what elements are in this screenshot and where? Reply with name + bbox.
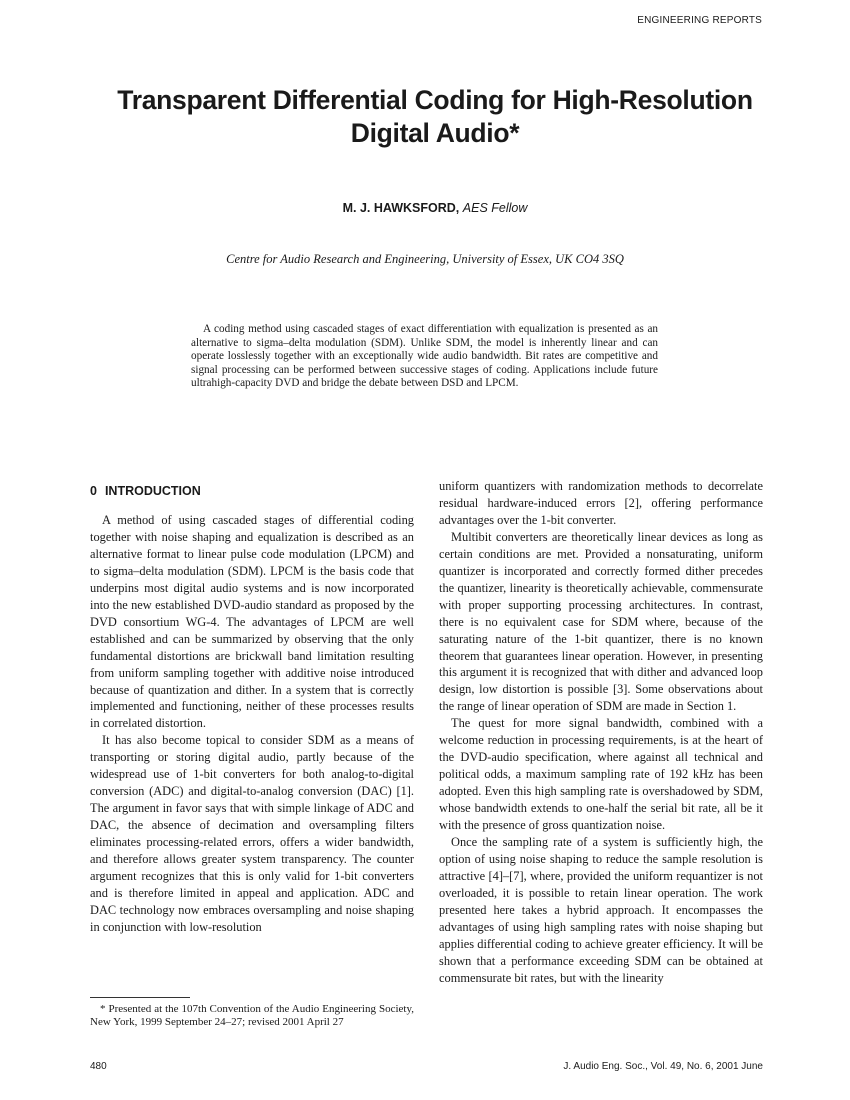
footnote: * Presented at the 107th Convention of the Audio Engineering Society, New York, 1999 September 24–27; revised 2001 April 27 <box>90 1003 414 1028</box>
running-header: ENGINEERING REPORTS <box>637 15 762 26</box>
paragraph: uniform quantizers with randomization methods to decorrelate residual hardware-induced errors [2], offering performance advantages over the 1-bit converter. <box>439 479 763 527</box>
author-institution: Centre for Audio Research and Engineering, University of Essex, UK CO4 3SQ <box>226 252 624 266</box>
paragraph: It has also become topical to consider SDM as a means of transporting or storing digital audio, partly because of the widespread use of 1-bit converters for both analog-to-digital conversion (ADC) and digital-to-analog conversion (DAC) [1]. The argument in favor says that with simple linkage of ADC and DAC, the absence of decimation and oversampling filters eliminates processing-related errors, offers a wider bandwidth, and therefore allows greater system transparency. The counter argument recognizes that this is only valid for 1-bit converters and is therefore limited in appeal and application. ADC and DAC technology now embraces oversampling and noise shaping in conjunction with low-resolution <box>90 733 414 934</box>
paragraph: A method of using cascaded stages of differential coding together with noise shaping and equalization is described as an alternative format to linear pulse code modulation (LPCM) and to sigma–delta modulation (SDM). LPCM is the basis code that underpins most digital audio systems and is now incorporated into the new established DVD-audio standard as proposed by the DVD consortium WG-4. The advantages of LPCM are well established and can be summarized by observing that the only fundamental distortions are brickwall band limitation resulting from uniform sampling together with additive noise introduced because of quantization and dither. In a system that is correctly implemented and functioning, neither of these processes results in correlated distortion. <box>90 513 414 731</box>
right-column <box>439 478 763 987</box>
author-membership: AES Fellow <box>462 201 528 215</box>
footnote-divider <box>90 997 190 998</box>
section-title: INTRODUCTION <box>104 484 201 498</box>
paragraph: Multibit converters are theoretically linear devices as long as certain conditions are met. Provided a nonsaturating, uniform quantizer is incorporated and correctly formed dither precedes the quantizer, linearity is theoretically achievable, commensurate with proper supporting processing architectures. In contrast, there is no equivalent case for SDM where, because of the saturating nature of the 1-bit quantizer, there is no known theorem that guarantees linear operation. However, in presenting this argument it is recognized that with dither and advanced loop design, low distortion is possible [3]. Some observations about the range of linear operation of SDM are made in Section 1. <box>439 529 763 714</box>
paper-title-line-2: Digital Audio* <box>350 118 520 148</box>
journal-citation: J. Audio Eng. Soc., Vol. 49, No. 6, 2001 June <box>563 1061 763 1072</box>
author-line <box>60 201 810 215</box>
section-number: 0 <box>90 484 97 498</box>
left-column <box>90 512 414 936</box>
abstract: A coding method using cascaded stages of exact differentiation with equalization is presented as an alternative to sigma–delta modulation (SDM). Unlike SDM, the model is inherently linear and can operate losslessly together with an exceptionally wide audio bandwidth. Bit rates are competitive and signal processing can be performed between successive stages of coding. Applications include future ultrahigh-capacity DVD and bridge the debate between DSD and LPCM. <box>191 323 658 390</box>
page-number: 480 <box>90 1061 107 1072</box>
author-name: M. J. HAWKSFORD, <box>342 201 460 215</box>
paper-title-line-1: Transparent Differential Coding for High-Resolution <box>117 85 753 115</box>
paper-title <box>60 84 810 150</box>
section-heading <box>90 484 201 498</box>
paragraph: Once the sampling rate of a system is sufficiently high, the option of using noise shaping to reduce the sample resolution is attractive [4]–[7], where, provided the uniform requantizer is not overloaded, it is possible to retain linear operation. The work presented here takes a hybrid approach. It encompasses the advantages of using high sampling rates with noise shaping but applies differential coding to achieve greater efficiency. It will be shown that a performance exceeding SDM can be obtained at commensurate bit rates, but with the linearity <box>439 835 763 985</box>
paragraph: The quest for more signal bandwidth, combined with a welcome reduction in processing requirements, is at the heart of the DVD-audio specification, where against all technical and political odds, a maximum sampling rate of 192 kHz has been adopted. Even this high sampling rate is overshadowed by SDM, whose bandwidth extends to one-half the serial bit rate, all be it with the presence of gross quantization noise. <box>439 716 763 833</box>
